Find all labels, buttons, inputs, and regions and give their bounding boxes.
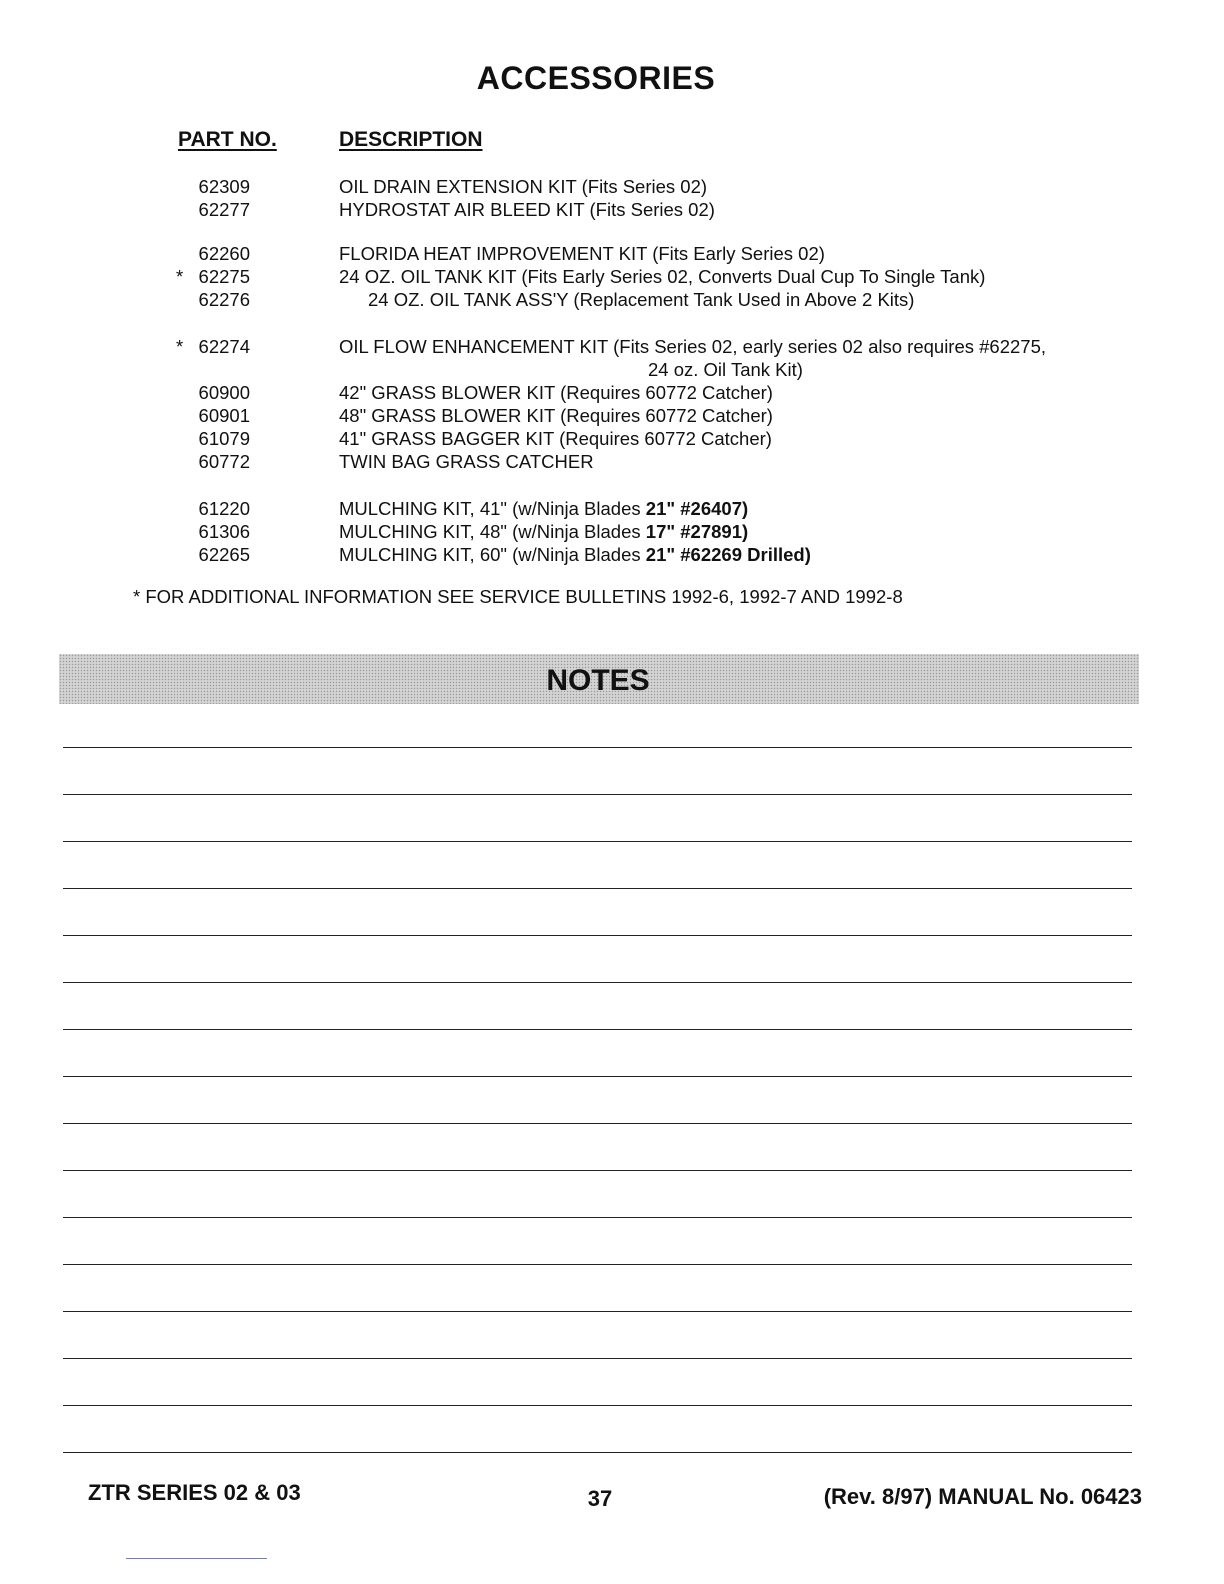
footnote-marker: *: [176, 336, 184, 357]
part-number: 60772: [198, 451, 250, 472]
note-line: [63, 888, 1132, 889]
part-number: 61079: [198, 428, 250, 449]
note-line: [63, 1405, 1132, 1406]
part-number: 62309: [198, 176, 250, 197]
part-number: 62265: [198, 544, 250, 565]
part-description-continued: 24 oz. Oil Tank Kit): [648, 359, 803, 380]
note-line: [63, 982, 1132, 983]
part-row: [0, 520, 1224, 543]
footer-manual-number: (Rev. 8/97) MANUAL No. 06423: [823, 1484, 1142, 1509]
part-number: 62260: [198, 243, 250, 264]
note-line: [63, 1217, 1132, 1218]
note-line: [63, 1264, 1132, 1265]
part-description: OIL FLOW ENHANCEMENT KIT (Fits Series 02, early series 02 also requires #62275,: [339, 336, 1047, 357]
notes-lines: [63, 747, 1132, 1499]
part-description: [339, 520, 748, 543]
scan-artifact-line: [126, 1558, 267, 1559]
part-row: [0, 288, 1224, 311]
note-line: [63, 1076, 1132, 1077]
description-header: DESCRIPTION: [339, 128, 483, 151]
part-number: 62276: [198, 289, 250, 310]
part-number: 62274: [198, 336, 250, 357]
note-line: [63, 1029, 1132, 1030]
blade-part-number: 21" #62269 Drilled): [645, 544, 811, 565]
part-number: 60901: [198, 405, 250, 426]
part-row-continuation: [0, 358, 1224, 381]
part-description-text: MULCHING KIT, 48" (w/Ninja Blades: [339, 521, 646, 542]
part-number: 62275: [198, 266, 250, 287]
part-description: [339, 497, 748, 520]
part-row: [0, 175, 1224, 198]
note-line: [63, 1358, 1132, 1359]
part-description: [339, 543, 811, 566]
part-row: [0, 497, 1224, 520]
blade-part-number: 17" #27891): [645, 521, 749, 542]
part-number: 60900: [198, 382, 250, 403]
part-description: 48" GRASS BLOWER KIT (Requires 60772 Catcher): [339, 405, 773, 426]
part-row: [0, 265, 1224, 288]
note-line: [63, 841, 1132, 842]
part-description: OIL DRAIN EXTENSION KIT (Fits Series 02): [339, 176, 708, 197]
blade-part-number: 21" #26407): [645, 498, 749, 519]
footnote-marker: *: [176, 266, 184, 287]
notes-title: NOTES: [546, 664, 650, 697]
note-line: [63, 1123, 1132, 1124]
note-line: [63, 1452, 1132, 1453]
page-number: 37: [587, 1486, 613, 1511]
part-no-header: PART NO.: [178, 128, 277, 151]
part-description: 41" GRASS BAGGER KIT (Requires 60772 Catcher): [339, 428, 772, 449]
part-description-text: MULCHING KIT, 60" (w/Ninja Blades: [339, 544, 646, 565]
part-row: [0, 198, 1224, 221]
page-title: ACCESSORIES: [476, 60, 716, 96]
note-line: [63, 1170, 1132, 1171]
part-description-text: MULCHING KIT, 41" (w/Ninja Blades: [339, 498, 646, 519]
part-row: [0, 335, 1224, 358]
part-row: [0, 404, 1224, 427]
footer-series: ZTR SERIES 02 & 03: [88, 1480, 301, 1505]
footnote: * FOR ADDITIONAL INFORMATION SEE SERVICE BULLETINS 1992-6, 1992-7 AND 1992-8: [133, 586, 903, 607]
note-line: [63, 935, 1132, 936]
part-row: [0, 543, 1224, 566]
part-row: [0, 242, 1224, 265]
note-line: [63, 1311, 1132, 1312]
parts-list: [0, 175, 1224, 566]
part-description: 24 OZ. OIL TANK KIT (Fits Early Series 02, Converts Dual Cup To Single Tank): [339, 266, 986, 287]
part-row: [0, 450, 1224, 473]
part-description: 24 OZ. OIL TANK ASS'Y (Replacement Tank Used in Above 2 Kits): [368, 289, 915, 310]
part-description: 42" GRASS BLOWER KIT (Requires 60772 Catcher): [339, 382, 773, 403]
note-line: [63, 747, 1132, 748]
part-number: 61306: [198, 521, 250, 542]
part-description: HYDROSTAT AIR BLEED KIT (Fits Series 02): [339, 199, 715, 220]
part-description: TWIN BAG GRASS CATCHER: [339, 451, 594, 472]
part-number: 62277: [198, 199, 250, 220]
part-number: 61220: [198, 498, 250, 519]
part-description: FLORIDA HEAT IMPROVEMENT KIT (Fits Early Series 02): [339, 243, 825, 264]
part-row: [0, 381, 1224, 404]
part-row: [0, 427, 1224, 450]
note-line: [63, 794, 1132, 795]
